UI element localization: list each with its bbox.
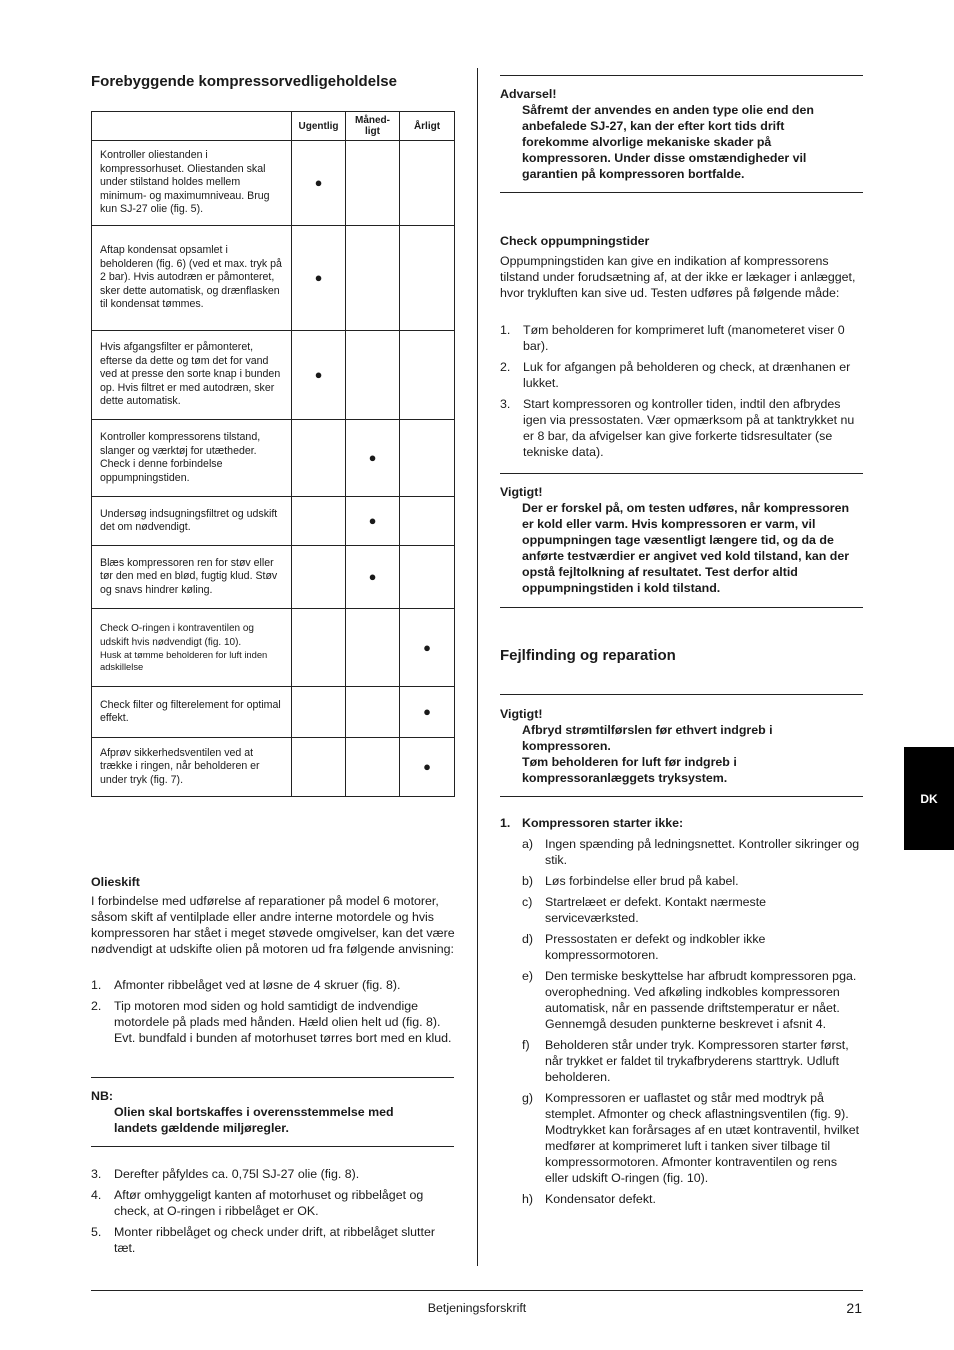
list-item-number: c) bbox=[522, 895, 533, 909]
footer-title: Betjeningsforskrift bbox=[427, 1301, 527, 1315]
warning-label: Advarsel! bbox=[500, 87, 557, 101]
list-item-number: g) bbox=[522, 1091, 534, 1105]
list-item-text: Den termiske beskyttelse har afbrudt kompressoren pga. overophedning. Ved afkøling indkobles kompressoren automatisk, når en passende driftstemperatur er nået. Gennemgå desuden punkterne beskrevet i afsnit 4. bbox=[545, 969, 857, 1031]
list-item bbox=[522, 1037, 863, 1085]
task-text: Aftap kondensat opsamlet i beholderen (fig. 6) (ved et max. tryk på 2 bar). Hvis autodræn er påmonteret, sker dette automatisk, og drænflasken til kondensat tømmes. bbox=[100, 244, 282, 311]
list-item-text: Aftør omhyggeligt kanten af motorhuset og ribbelåget og check, at O-ringen i ribbelåget er OK. bbox=[114, 1188, 424, 1218]
table-row bbox=[92, 226, 455, 331]
list-item-text: Monter ribbelåget og check under drift, at ribbelåget slutter tæt. bbox=[114, 1225, 435, 1255]
list-item-number: 3. bbox=[500, 397, 511, 411]
task-note: Husk at tømme beholderen for luft inden adskillelse bbox=[100, 649, 268, 672]
important1-text: Der er forskel på, om testen udføres, når kompressoren er kold eller varm. Hvis kompressoren er varm, vil oppumpningen tage væsentligt længere tid, og da de anførte testværdier er angivet ved kold tilstand, kan der opstå fejltolkning af resultatet. Test derfor altid oppumpningstiden i kold tilstand. bbox=[522, 501, 850, 595]
schedule-dot: ● bbox=[314, 367, 323, 383]
task-text: Kontroller kompressorens tilstand, slanger og værktøj for utætheder. Check i denne forbindelse oppumpningstiden. bbox=[100, 431, 261, 484]
list-item-number: b) bbox=[522, 874, 534, 888]
list-item bbox=[91, 998, 455, 1046]
list-item-text: Startrelæet er defekt. Kontakt nærmeste serviceværksted. bbox=[545, 895, 767, 925]
list-item bbox=[522, 1191, 863, 1207]
schedule-dot: ● bbox=[314, 175, 323, 191]
list-item-text: Løs forbindelse eller brud på kabel. bbox=[545, 874, 739, 888]
list-item bbox=[91, 1166, 455, 1182]
col-monthly: Måned- ligt bbox=[346, 112, 400, 141]
important2-label: Vigtigt! bbox=[500, 707, 543, 721]
table-row bbox=[92, 331, 455, 420]
table-row bbox=[92, 141, 455, 226]
list-item-number: d) bbox=[522, 932, 534, 946]
oil-steps-b bbox=[91, 1166, 455, 1261]
list-item-number: a) bbox=[522, 837, 534, 851]
list-item bbox=[500, 322, 863, 354]
list-item-text: Ingen spænding på ledningsnettet. Kontroller sikringer og stik. bbox=[545, 837, 860, 867]
table-row bbox=[92, 687, 455, 738]
check-intro: Oppumpningstiden kan give en indikation af kompressorens tilstand under forudsætning af, at der ikke er lækager i anlægget, hvor trykluften kan sive ud. Testen udføres på følgende måde: bbox=[500, 254, 856, 300]
nb-text: Olien skal bortskaffes i overensstemmelse med landets gældende miljøregler. bbox=[114, 1105, 394, 1135]
page-number: 21 bbox=[846, 1300, 862, 1316]
list-item bbox=[522, 968, 863, 1032]
fault1-title: Kompressoren starter ikke: bbox=[522, 816, 684, 830]
list-item-number: 2. bbox=[500, 360, 511, 374]
schedule-dot: ● bbox=[314, 270, 323, 286]
task-text: Check O-ringen i kontraventilen og udskift hvis nødvendigt (fig. 10). bbox=[100, 623, 254, 648]
col-weekly: Ugentlig bbox=[292, 112, 346, 141]
list-item-number: h) bbox=[522, 1192, 534, 1206]
list-item bbox=[91, 1224, 455, 1256]
list-item bbox=[91, 1187, 455, 1219]
task-text: Kontroller oliestanden i kompressorhuset. Oliestanden skal under stilstand holdes mellem minimum- og maximumniveau. Brug kun SJ-27 olie (fig. 5). bbox=[100, 149, 270, 216]
list-item bbox=[522, 1090, 863, 1186]
list-item-text: Afmonter ribbelåget ved at løsne de 4 skruer (fig. 8). bbox=[114, 978, 401, 992]
schedule-dot: ● bbox=[368, 450, 377, 466]
list-item bbox=[522, 836, 863, 868]
important1-label: Vigtigt! bbox=[500, 485, 543, 499]
check-steps bbox=[500, 322, 863, 465]
fault-items bbox=[522, 836, 863, 1212]
list-item-number: 1. bbox=[91, 978, 102, 992]
list-item-number: 3. bbox=[91, 1167, 102, 1181]
warning-text: Såfremt der anvendes en anden type olie end den anbefalede SJ-27, kan der efter kort tids drift forekomme alvorlige mekaniske skader på kompressoren. Under disse omstændigheder vil garantien på kompressoren bortfalde. bbox=[522, 103, 814, 181]
important2-line2: Tøm beholderen for luft før indgreb i kompressoranlæggets tryksystem. bbox=[522, 755, 737, 785]
oil-steps-a bbox=[91, 977, 455, 1051]
list-item-text: Tip motoren mod siden og hold samtidigt de indvendige motordele på plads med hånden. Hæld olien helt ud (fig. 8). Evt. bundfald i bunden af motorhuset tørres bort med en klud. bbox=[114, 999, 452, 1045]
schedule-dot: ● bbox=[368, 569, 377, 585]
maintenance-heading: Forebyggende kompressorvedligeholdelse bbox=[91, 73, 397, 90]
fault-heading: Fejlfinding og reparation bbox=[500, 647, 676, 664]
list-item-number: 4. bbox=[91, 1188, 102, 1202]
list-item-text: Pressostaten er defekt og indkobler ikke kompressormotoren. bbox=[545, 932, 766, 962]
schedule-dot: ● bbox=[423, 639, 431, 655]
table-row bbox=[92, 738, 455, 797]
list-item-number: f) bbox=[522, 1038, 530, 1052]
task-text: Hvis afgangsfilter er påmonteret, efterse da dette og tøm det for vand ved at presse den sorte knap i bunden op. Hvis filtret er med autodræn, sker dette automatisk. bbox=[100, 341, 281, 408]
fault1-number: 1. bbox=[500, 816, 511, 830]
task-text: Blæs kompressoren ren for støv eller tør den med en blød, fugtig klud. Støv og snavs hindrer køling. bbox=[100, 556, 278, 596]
task-text: Check filter og filterelement for optimal effekt. bbox=[100, 698, 281, 724]
nb-label: NB: bbox=[91, 1089, 114, 1103]
task-text: Undersøg indsugningsfiltret og udskift det om nødvendigt. bbox=[100, 507, 278, 533]
list-item-text: Kondensator defekt. bbox=[545, 1192, 656, 1206]
list-item-text: Derefter påfyldes ca. 0,75l SJ-27 olie (fig. 8). bbox=[114, 1167, 360, 1181]
task-text: Afprøv sikkerhedsventilen ved at trække i ringen, når beholderen er under tryk (fig. 7). bbox=[100, 746, 260, 786]
list-item-text: Luk for afgangen på beholderen og check, at drænhanen er lukket. bbox=[523, 360, 851, 390]
list-item-number: 1. bbox=[500, 323, 511, 337]
table-row bbox=[92, 420, 455, 497]
table-row bbox=[92, 546, 455, 609]
list-item-number: e) bbox=[522, 969, 534, 983]
list-item bbox=[500, 396, 863, 460]
list-item-text: Beholderen står under tryk. Kompressoren starter først, når trykket er faldet til trykafbryderens starttryk. Udluft beholderen. bbox=[545, 1038, 849, 1084]
important2-line1: Afbryd strømtilførslen før ethvert indgreb i kompressoren. bbox=[522, 723, 773, 753]
schedule-dot: ● bbox=[368, 513, 377, 529]
schedule-dot: ● bbox=[423, 759, 431, 775]
list-item bbox=[522, 873, 863, 889]
language-tab: DK bbox=[904, 747, 954, 850]
list-item-text: Tøm beholderen for komprimeret luft (manometeret viser 0 bar). bbox=[523, 323, 845, 353]
list-item bbox=[91, 977, 455, 993]
list-item-text: Kompressoren er uaflastet og står med modtryk på stemplet. Afmonter og check aflastningsventilen (fig. 9). Modtrykket kan forårsages af en utæt kontraventil, hvilket medfører at komprimeret luft i tanken siver tilbage til kompressormotoren. Afmonter kontraventilen og rens eller udskift O-ringen (fig. 10). bbox=[545, 1091, 860, 1185]
maintenance-table bbox=[91, 111, 455, 797]
list-item bbox=[500, 359, 863, 391]
oil-heading: Olieskift bbox=[91, 875, 140, 889]
list-item-number: 2. bbox=[91, 999, 102, 1013]
list-item bbox=[522, 894, 863, 926]
table-row bbox=[92, 609, 455, 687]
oil-intro: I forbindelse med udførelse af reparationer på model 6 motorer, såsom skift af ventilplade eller andre interne motordele og hvis kompressoren har stået i meget støvede omgivelser, kan det være nødvendigt at udskifte olien på motoren ud fra følgende anvisning: bbox=[91, 894, 455, 956]
list-item-number: 5. bbox=[91, 1225, 102, 1239]
col-yearly: Årligt bbox=[400, 112, 455, 141]
list-item bbox=[522, 931, 863, 963]
table-row bbox=[92, 497, 455, 546]
schedule-dot: ● bbox=[423, 704, 431, 720]
list-item-text: Start kompressoren og kontroller tiden, indtil den afbrydes igen via pressostaten. Vær opmærksom på at tanktrykket nu er 8 bar, da afvigelser kan give forkerte tidsresultater (se tekniske data). bbox=[523, 397, 855, 459]
check-heading: Check oppumpningstider bbox=[500, 234, 650, 248]
